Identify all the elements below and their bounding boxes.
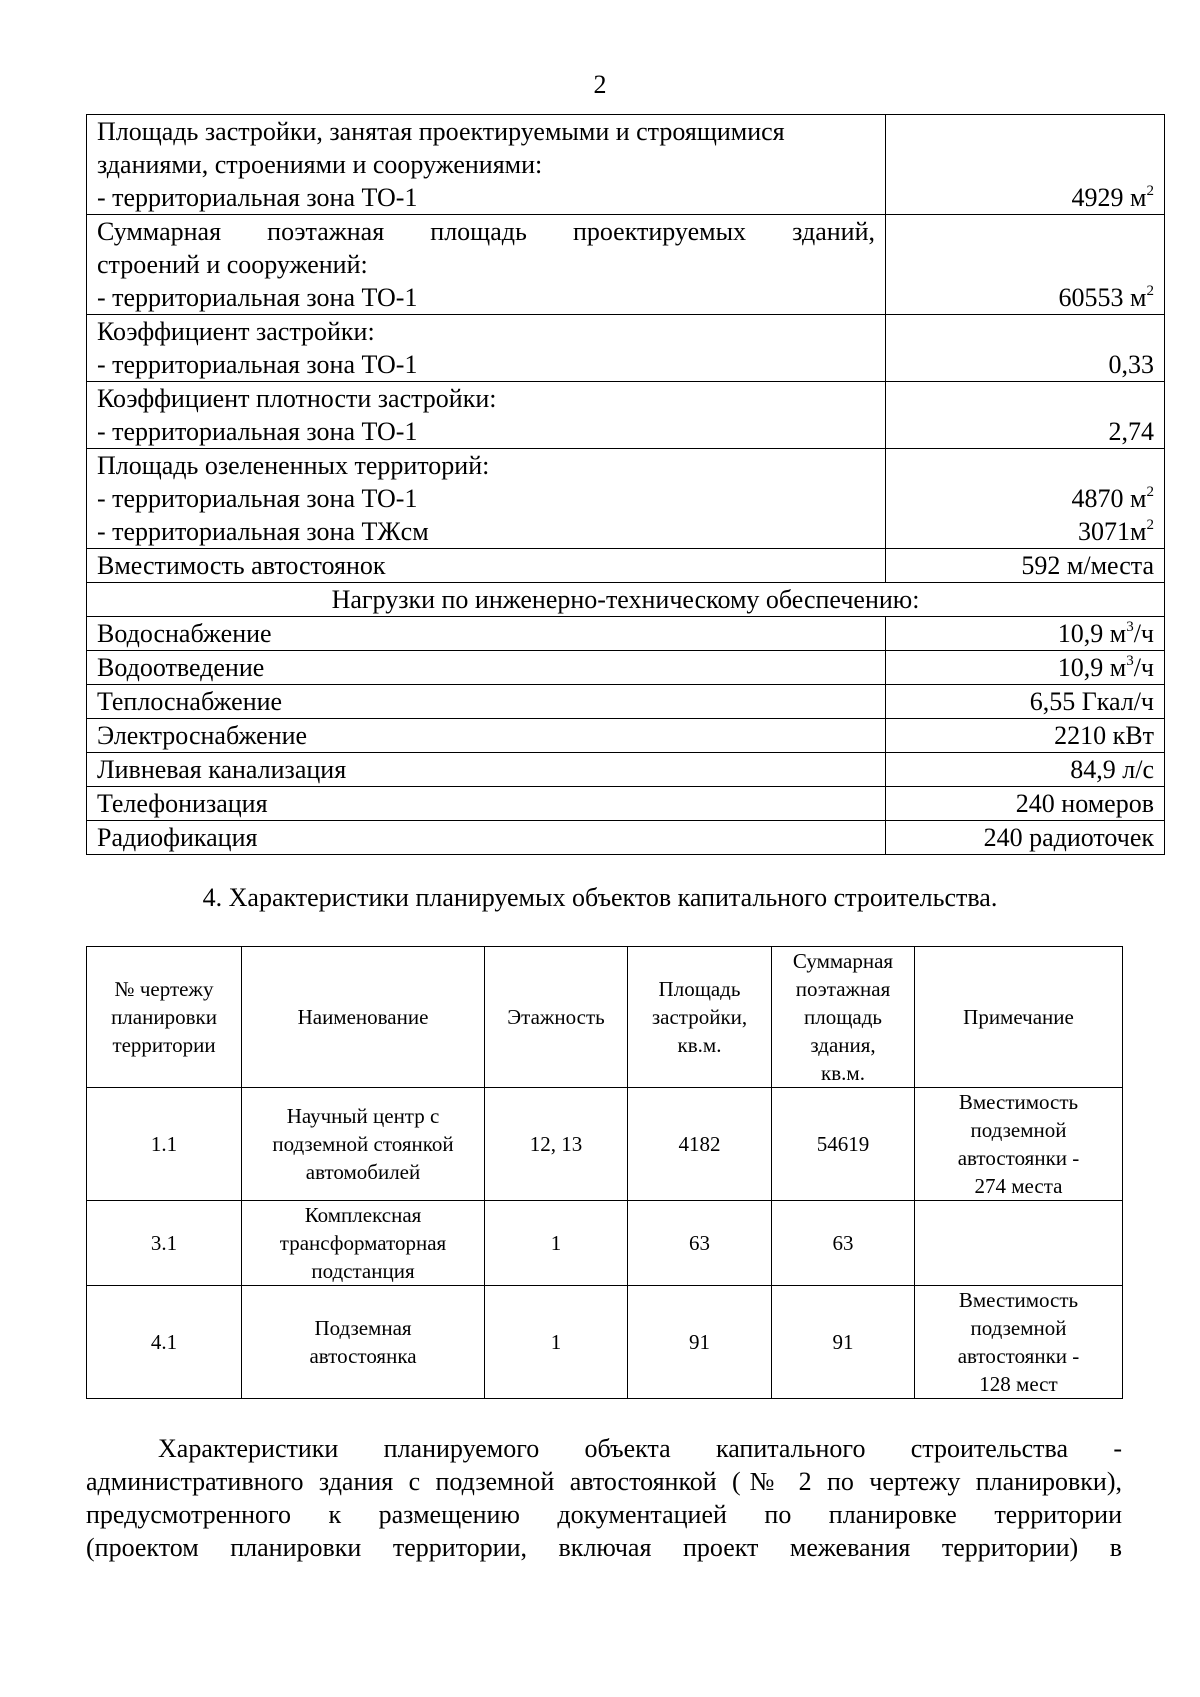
indicator-row: [87, 315, 1165, 382]
indicator-label-line: - территориальная зона ТО-1: [97, 183, 418, 212]
indicator-label: [87, 449, 886, 549]
engineering-row: [87, 651, 1165, 685]
indicator-label: [87, 549, 886, 583]
engineering-row: [87, 617, 1165, 651]
superscript: 2: [1146, 183, 1154, 200]
engineering-value: [886, 753, 1165, 787]
paragraph-line: (проектом планировки территории, включая проект межевания территории) в: [86, 1533, 1122, 1562]
indicator-label-line: - территориальная зона ТЖсм: [97, 517, 429, 546]
value-text: 6,55 Гкал/ч: [1029, 687, 1154, 716]
cell-total-area: 54619: [772, 1088, 915, 1201]
objects-table: [86, 946, 1123, 1399]
value-text: 60553 $м^2$: [1058, 283, 1154, 312]
indicator-value: [886, 382, 1165, 449]
cell-area: 4182: [628, 1088, 772, 1201]
indicator-value-line: [896, 515, 1154, 548]
engineering-row: [87, 719, 1165, 753]
value-text: 2210 кВт: [1054, 721, 1154, 750]
engineering-label: Теплоснабжение: [87, 685, 886, 719]
engineering-value: [886, 821, 1165, 855]
indicator-label-line: - территориальная зона ТО-1: [97, 350, 418, 379]
paragraph-line: Характеристики планируемого объекта капитального строительства -: [158, 1434, 1122, 1463]
superscript: 2: [1146, 484, 1154, 501]
value-text: 10,9 $м^3/ч$: [1057, 619, 1154, 648]
column-header: Наименование: [242, 947, 485, 1088]
objects-table-header: [87, 947, 1123, 1088]
indicator-label: [87, 315, 886, 382]
engineering-label: Телефонизация: [87, 787, 886, 821]
indicator-row: [87, 449, 1165, 549]
indicator-label-line: - территориальная зона ТО-1: [97, 283, 418, 312]
value-text: $3071м^2$: [1078, 517, 1154, 546]
indicator-label-line: Площадь застройки, занятая проектируемыми и строящимися: [97, 117, 785, 146]
superscript: 3: [1126, 653, 1134, 670]
indicators-table: [86, 114, 1165, 855]
indicator-value-line: [896, 181, 1154, 214]
engineering-row: [87, 821, 1165, 855]
superscript: 3: [1126, 619, 1134, 636]
column-header: Примечание: [915, 947, 1123, 1088]
indicator-row: [87, 382, 1165, 449]
cell-floors: 1: [485, 1286, 628, 1399]
value-text: 0,33: [1108, 350, 1154, 379]
cell-total-area: 91: [772, 1286, 915, 1399]
indicator-value-line: [896, 348, 1154, 381]
indicator-row: [87, 549, 1165, 583]
superscript: 2: [1146, 283, 1154, 300]
indicator-value-line: [896, 281, 1154, 314]
column-header: Этажность: [485, 947, 628, 1088]
cell-floors: 1: [485, 1201, 628, 1286]
indicator-label-line: зданиями, строениями и сооружениями:: [97, 150, 543, 179]
value-text: 2,74: [1108, 417, 1154, 446]
engineering-header-row: [87, 583, 1165, 617]
cell-note: Вместимость подземной автостоянки - 128 мест: [915, 1286, 1123, 1399]
cell-name: Подземная автостоянка: [242, 1286, 485, 1399]
superscript: 2: [1146, 517, 1154, 534]
indicator-label: [87, 382, 886, 449]
indicator-value-line: [896, 482, 1154, 515]
indicator-label-line: - территориальная зона ТО-1: [97, 484, 418, 513]
indicator-label-line: Суммарная поэтажная площадь проектируемых зданий,: [97, 217, 875, 246]
value-text: 4929 $м^2$: [1071, 183, 1154, 212]
paragraph-line: административного здания с подземной автостоянкой (№ 2 по чертежу планировки),: [86, 1467, 1122, 1496]
value-text: 4870 $м^2$: [1071, 484, 1154, 513]
engineering-value: [886, 719, 1165, 753]
indicator-row: [87, 215, 1165, 315]
indicator-label-line: строений и сооружений:: [97, 250, 368, 279]
indicator-value: [886, 449, 1165, 549]
table-row: [87, 1088, 1123, 1201]
column-header: Площадь застройки, кв.м.: [628, 947, 772, 1088]
engineering-row: [87, 753, 1165, 787]
value-text: 84,9 л/с: [1070, 755, 1154, 784]
engineering-label: Водоотведение: [87, 651, 886, 685]
engineering-value: [886, 685, 1165, 719]
indicator-label-line: Коэффициент плотности застройки:: [97, 384, 497, 413]
engineering-row: [87, 685, 1165, 719]
column-header: Суммарная поэтажная площадь здания, кв.м.: [772, 947, 915, 1088]
cell-total-area: 63: [772, 1201, 915, 1286]
section-heading: 4. Характеристики планируемых объектов капитального строительства.: [202, 883, 998, 912]
value-text: 240 номеров: [1015, 789, 1154, 818]
indicator-value-line: [896, 549, 1154, 582]
cell-note: [915, 1201, 1123, 1286]
engineering-row: [87, 787, 1165, 821]
value-text: 592 м/места: [1021, 551, 1154, 580]
indicator-label: [87, 215, 886, 315]
cell-note: Вместимость подземной автостоянки - 274 места: [915, 1088, 1123, 1201]
paragraph-line: предусмотренного к размещению документацией по планировке территории: [86, 1500, 1122, 1529]
indicator-value: [886, 315, 1165, 382]
table-row: [87, 1286, 1123, 1399]
engineering-label: Радиофикация: [87, 821, 886, 855]
cell-floors: 12, 13: [485, 1088, 628, 1201]
indicator-value: [886, 215, 1165, 315]
indicator-label-line: Площадь озелененных территорий:: [97, 451, 490, 480]
indicator-value: [886, 115, 1165, 215]
engineering-value: [886, 617, 1165, 651]
engineering-value: [886, 651, 1165, 685]
cell-number: 1.1: [87, 1088, 242, 1201]
cell-number: 3.1: [87, 1201, 242, 1286]
page-number: 2: [593, 70, 607, 99]
indicator-label-line: Вместимость автостоянок: [97, 551, 386, 580]
engineering-label: Ливневая канализация: [87, 753, 886, 787]
indicator-label: [87, 115, 886, 215]
value-text: 10,9 $м^3/ч$: [1057, 653, 1154, 682]
indicator-value: [886, 549, 1165, 583]
cell-number: 4.1: [87, 1286, 242, 1399]
engineering-value: [886, 787, 1165, 821]
cell-name: Комплексная трансформаторная подстанция: [242, 1201, 485, 1286]
cell-area: 91: [628, 1286, 772, 1399]
engineering-header: Нагрузки по инженерно-техническому обеспечению:: [87, 583, 1165, 617]
engineering-label: Водоснабжение: [87, 617, 886, 651]
value-text: 240 радиоточек: [983, 823, 1154, 852]
indicator-label-line: Коэффициент застройки:: [97, 317, 375, 346]
body-paragraph: [86, 1432, 1122, 1564]
indicator-label-line: - территориальная зона ТО-1: [97, 417, 418, 446]
cell-area: 63: [628, 1201, 772, 1286]
engineering-label: Электроснабжение: [87, 719, 886, 753]
indicator-row: [87, 115, 1165, 215]
table-row: [87, 1201, 1123, 1286]
cell-name: Научный центр с подземной стоянкой автомобилей: [242, 1088, 485, 1201]
indicator-value-line: [896, 415, 1154, 448]
column-header: № чертежу планировки территории: [87, 947, 242, 1088]
